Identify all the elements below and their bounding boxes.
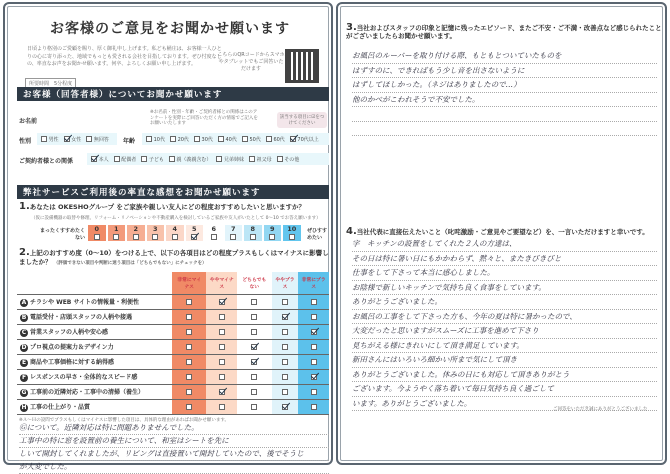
column-header: ややマイナス	[206, 272, 237, 294]
row-letter: B	[21, 313, 27, 321]
checkbox[interactable]	[219, 299, 225, 305]
column-header: どちらでもない	[237, 272, 272, 294]
row-label: 工事前の近隣対応・工事中の清掃（養生）	[30, 388, 145, 396]
handwritten-line: お陰様で新しいキッチンで気持ち良く食事をしています。	[352, 281, 657, 296]
impact-table	[17, 272, 329, 415]
column-header: ややプラス	[272, 272, 299, 294]
checkbox[interactable]	[269, 234, 275, 240]
scale-option[interactable]	[126, 224, 146, 242]
handwritten-line: お風呂の工事をして下さった方も、今年の夏は特に暑かったので、	[352, 310, 657, 325]
checkbox[interactable]	[141, 156, 147, 162]
checkbox[interactable]	[186, 299, 192, 305]
scale-option[interactable]	[204, 224, 224, 242]
q2-number: 2.	[19, 247, 30, 258]
genders-option[interactable]	[64, 136, 82, 143]
checkbox[interactable]	[251, 299, 257, 305]
handwritten-line: Ⓖについて。近隣対応は特に問題ありませんでした。	[19, 422, 329, 435]
checkbox[interactable]	[311, 299, 317, 305]
checkbox[interactable]	[186, 359, 192, 365]
option-label: その他	[284, 156, 300, 163]
checkbox[interactable]	[133, 234, 139, 240]
checkbox[interactable]	[282, 344, 288, 350]
checkbox[interactable]	[282, 329, 288, 335]
checkbox[interactable]	[251, 359, 257, 365]
checkbox[interactable]	[311, 389, 317, 395]
handwritten-line: います。ありがとうございました。	[352, 397, 657, 412]
genders-option[interactable]	[41, 136, 59, 143]
option-label: 親（義親含む）	[176, 156, 212, 163]
option-label: 40代	[225, 136, 237, 143]
privacy-note: ※お名前・性別・年齢・ご契約者様との関係はこのアンケートを実際にご回答いただく方の情報でご記入をお願いいたします	[150, 110, 258, 126]
scale-value: 0	[94, 225, 100, 233]
scale-option[interactable]	[243, 224, 263, 242]
row-label: 営業スタッフの人柄や安心感	[30, 328, 109, 336]
ages-option[interactable]	[194, 136, 213, 143]
q3-number: 3.	[346, 22, 357, 33]
relation-options	[87, 153, 329, 165]
handwritten-line: はずすのに、できればもう少し音を出さないように	[352, 64, 657, 79]
scale-option[interactable]	[224, 224, 244, 242]
handwritten-line: 大変だったと思いますがスムーズに工事を進めて下さり	[352, 324, 657, 339]
ages-option[interactable]	[218, 136, 237, 143]
option-label: 本人	[98, 156, 109, 163]
scale-value: 5	[191, 225, 197, 233]
q4-answer[interactable]	[352, 237, 657, 411]
recommend-scale	[87, 224, 302, 242]
handwritten-line: が大変でした。	[19, 461, 329, 474]
age-label: 年齢	[123, 138, 136, 145]
checkbox[interactable]	[251, 404, 257, 410]
qr-code[interactable]	[285, 49, 319, 83]
checkbox[interactable]	[216, 156, 222, 162]
q3-text: 当社およびスタッフの印象と記憶に残ったエピソード、またご不安・ご不満・改善点など感じられたことがございましたらお聞かせ願います。	[346, 24, 662, 40]
relations-option[interactable]	[91, 156, 109, 163]
checkbox[interactable]	[311, 314, 317, 320]
scale-option[interactable]	[87, 224, 107, 242]
checkbox[interactable]	[186, 389, 192, 395]
checkbox[interactable]	[282, 374, 288, 380]
handwritten-line: 工事中の特に窓を設置前の養生について、和室はシートを先に	[19, 435, 329, 448]
checkbox[interactable]	[186, 314, 192, 320]
option-label: 子ども	[148, 156, 164, 163]
checkbox[interactable]	[289, 234, 295, 240]
scale-value: 4	[172, 225, 178, 233]
handwritten-line: 見ちがえる様にきれいにして頂き満足しています。	[352, 339, 657, 354]
q2-comment[interactable]	[19, 422, 329, 474]
section-header-feedback: 弊社サービスご利用後の率直な感想をお聞かせ願います	[17, 185, 329, 199]
checkbox[interactable]	[219, 374, 225, 380]
scale-value: 8	[250, 225, 256, 233]
checkbox[interactable]	[219, 329, 225, 335]
checkbox[interactable]	[290, 136, 296, 142]
checkbox[interactable]	[219, 389, 225, 395]
time-required: 所要時間 5分程度	[25, 78, 76, 89]
checkbox[interactable]	[242, 136, 248, 142]
checkbox[interactable]	[277, 156, 283, 162]
checkbox[interactable]	[282, 359, 288, 365]
row-letter: F	[21, 373, 27, 381]
relations-option[interactable]	[141, 156, 164, 163]
gender-label: 性別	[19, 138, 32, 145]
table-row	[17, 324, 329, 339]
option-label: 30代	[201, 136, 213, 143]
checkbox[interactable]	[311, 359, 317, 365]
q4-number: 4.	[346, 226, 357, 237]
handwritten-line: その日は特に暑い日にもかかわらず、黙々と、またきびきびと	[352, 252, 657, 267]
section-header-respondent: お客様（回答者様）についてお聞かせ願います	[17, 87, 329, 101]
checkbox[interactable]	[91, 156, 97, 162]
checkbox[interactable]	[146, 136, 152, 142]
checkbox[interactable]	[230, 234, 236, 240]
gender-options	[37, 133, 117, 145]
handwritten-line: お風呂のルーバーを取り付ける際、もともとついていたものを	[352, 49, 657, 64]
checkbox[interactable]	[186, 374, 192, 380]
row-letter: G	[21, 388, 27, 396]
ages-option[interactable]	[170, 136, 189, 143]
scale-value: 6	[211, 225, 217, 233]
checkbox[interactable]	[282, 299, 288, 305]
checkbox[interactable]	[250, 234, 256, 240]
q2-text: 上記のおすすめ度（0〜10）をつける上で、以下の各項目はどの程度プラスもしくはマイナスに影響しましたか？	[19, 249, 329, 266]
checkbox[interactable]	[251, 314, 257, 320]
option-label: 20代	[177, 136, 189, 143]
checkbox[interactable]	[64, 136, 70, 142]
table-row	[17, 294, 329, 309]
row-letter: H	[21, 403, 27, 411]
checkbox[interactable]	[194, 136, 200, 142]
relations-option[interactable]	[216, 156, 244, 163]
scale-option[interactable]	[165, 224, 185, 242]
scale-value: 1	[113, 225, 119, 233]
checkbox[interactable]	[186, 344, 192, 350]
q1-text: あなたは OKESHOグループ をご家族や親しい友人にどの程度おすすめしたいと思いますか？	[29, 203, 305, 211]
handwritten-line: 字 キッチンの設置をしてくれた２人の方達は、	[352, 237, 657, 252]
relations-option[interactable]	[277, 156, 300, 163]
checkbox[interactable]	[86, 136, 92, 142]
table-row	[17, 354, 329, 369]
q2-subtext: （評価できない項目や判断に迷う項目は「どちらでもない」にチェックを）	[53, 261, 207, 266]
header-blank	[17, 272, 172, 294]
row-label: 工事の仕上がり・品質	[30, 403, 91, 411]
checkbox[interactable]	[186, 404, 192, 410]
checkbox[interactable]	[251, 374, 257, 380]
handwritten-line	[352, 107, 657, 122]
handwritten-line: 他のかべがこわれそうで不安でした。	[352, 93, 657, 108]
row-label: レスポンスの早さ・全体的なスピード感	[30, 373, 138, 381]
genders-option[interactable]	[86, 136, 109, 143]
option-label: 50代	[249, 136, 261, 143]
option-label: 男性	[48, 136, 59, 143]
check-note: 該当する項目に☑をつけてください	[277, 112, 327, 128]
checkbox[interactable]	[191, 234, 197, 240]
column-header: 非常にマイナス	[172, 272, 206, 294]
qr-text: こちらのQRコードからスマホやタブレットでもご回答いただけます	[217, 52, 285, 72]
checkbox[interactable]	[266, 136, 272, 142]
checkbox[interactable]	[311, 329, 317, 335]
name-label: お名前	[19, 118, 38, 125]
handwritten-line: しいて開封してくれましたが、リビングは直接置いて開封していたので、後でそうじ	[19, 448, 329, 461]
table-row	[17, 399, 329, 414]
handwritten-line: ございます。今ようやく落ち着いて毎日気持ち良く過ごして	[352, 382, 657, 397]
age-options	[142, 133, 329, 145]
intro-text: 日頃より格別のご愛顧を賜り、厚く御礼申し上げます。私ども桶庄は、お客様一人ひとりの心に寄り添った、地域でもっとも愛される会社を目指しております。ぜひ忖度なしの、率直なお声をお聞かせ願います。何卒、よろしくお願い申し上げます。	[27, 46, 222, 67]
checkbox[interactable]	[211, 234, 217, 240]
option-label: 配偶者	[121, 156, 137, 163]
q1-subtext: （仮に設備機器の取替や修理、リフォーム・リノベーションや不動産購入を検討しているご家族や友人がいたとして 0〜10 でお答え願います）	[31, 216, 321, 221]
handwritten-line: はずしてほしかった。（ネジはありましたので…）	[352, 78, 657, 93]
row-label: 商品や工事価格に対する納得感	[30, 358, 115, 366]
checkbox[interactable]	[251, 329, 257, 335]
thanks-text: ご回答をいただき誠にありがとうございました	[553, 407, 648, 412]
checkbox[interactable]	[218, 136, 224, 142]
table-row	[17, 384, 329, 399]
scale-option[interactable]	[282, 224, 302, 242]
option-label: 祖父母	[256, 156, 272, 163]
option-label: 女性	[71, 136, 82, 143]
table-header	[17, 272, 329, 294]
row-letter: A	[21, 298, 27, 306]
left-panel	[3, 2, 333, 471]
checkbox[interactable]	[186, 329, 192, 335]
scale-option[interactable]	[107, 224, 127, 242]
checkbox[interactable]	[251, 389, 257, 395]
checkbox[interactable]	[282, 389, 288, 395]
checkbox[interactable]	[311, 344, 317, 350]
checkbox[interactable]	[94, 234, 100, 240]
ages-option[interactable]	[266, 136, 285, 143]
page-title: お客様のご意見をお聞かせ願います	[50, 21, 290, 37]
handwritten-line: 仕事をして下さって本当に感心しました。	[352, 266, 657, 281]
checkbox[interactable]	[219, 314, 225, 320]
ages-option[interactable]	[242, 136, 261, 143]
option-label: 無回答	[93, 136, 109, 143]
table-row	[17, 369, 329, 384]
relations-option[interactable]	[249, 156, 272, 163]
row-label: プロ視点の提案力＆デザイン力	[30, 343, 114, 351]
checkbox[interactable]	[172, 234, 178, 240]
scale-value: 10	[287, 225, 297, 233]
relation-label: ご契約者様との関係	[19, 158, 74, 165]
option-label: 兄弟姉妹	[224, 156, 245, 163]
row-letter: C	[21, 328, 27, 336]
table-row	[17, 309, 329, 324]
scale-value: 7	[230, 225, 236, 233]
ages-option[interactable]	[290, 136, 319, 143]
scale-value: 9	[269, 225, 275, 233]
checkbox[interactable]	[169, 156, 175, 162]
checkbox[interactable]	[282, 314, 288, 320]
ages-option[interactable]	[146, 136, 165, 143]
q3-answer[interactable]	[352, 49, 657, 136]
handwritten-line	[352, 122, 657, 137]
scale-option[interactable]	[263, 224, 283, 242]
checkbox[interactable]	[152, 234, 158, 240]
row-label: 電話受付・店頭スタッフの人柄や接遇	[30, 313, 133, 321]
row-letter: D	[21, 343, 27, 351]
checkbox[interactable]	[41, 136, 47, 142]
checkbox[interactable]	[114, 156, 120, 162]
row-letter: E	[21, 358, 27, 366]
checkbox[interactable]	[251, 344, 257, 350]
handwritten-line: 新田さんにはいろいろ細かい所まで気にして頂き	[352, 353, 657, 368]
q4-text: 当社代表に直接伝えたいこと（叱咤激励・ご意見やご要望など）を、一言いただけますと幸いです。	[356, 228, 649, 236]
row-label: チラシや WEB サイトの情報量・利便性	[30, 298, 140, 306]
checkbox[interactable]	[249, 156, 255, 162]
relations-option[interactable]	[114, 156, 137, 163]
checkbox[interactable]	[113, 234, 119, 240]
scale-low-label: まったくすすめたくない	[39, 228, 85, 241]
option-label: 60代	[273, 136, 285, 143]
q2-note: ※Ａ〜Ｈの設問でプラスもしくはマイナスに影響した項目は、具体的な理由があればお聞かせ願います。	[19, 418, 230, 423]
checkbox[interactable]	[282, 404, 288, 410]
scale-option[interactable]	[185, 224, 205, 242]
scale-value: 2	[133, 225, 139, 233]
checkbox[interactable]	[311, 374, 317, 380]
handwritten-line: ありがとうございました。休みの日にも対応して頂きありがとう	[352, 368, 657, 383]
checkbox[interactable]	[219, 344, 225, 350]
handwritten-line: ありがとうございました。	[352, 295, 657, 310]
column-header: 非常にプラス	[298, 272, 329, 294]
scale-option[interactable]	[146, 224, 166, 242]
checkbox[interactable]	[219, 404, 225, 410]
option-label: 70代以上	[297, 136, 319, 143]
option-label: 10代	[153, 136, 165, 143]
table-row	[17, 339, 329, 354]
scale-value: 3	[152, 225, 158, 233]
checkbox[interactable]	[311, 404, 317, 410]
right-panel	[336, 2, 667, 465]
scale-high-label: ぜひすすめたい	[307, 228, 328, 241]
relations-option[interactable]	[169, 156, 212, 163]
q1-number: 1.	[19, 201, 30, 212]
checkbox[interactable]	[170, 136, 176, 142]
checkbox[interactable]	[219, 359, 225, 365]
